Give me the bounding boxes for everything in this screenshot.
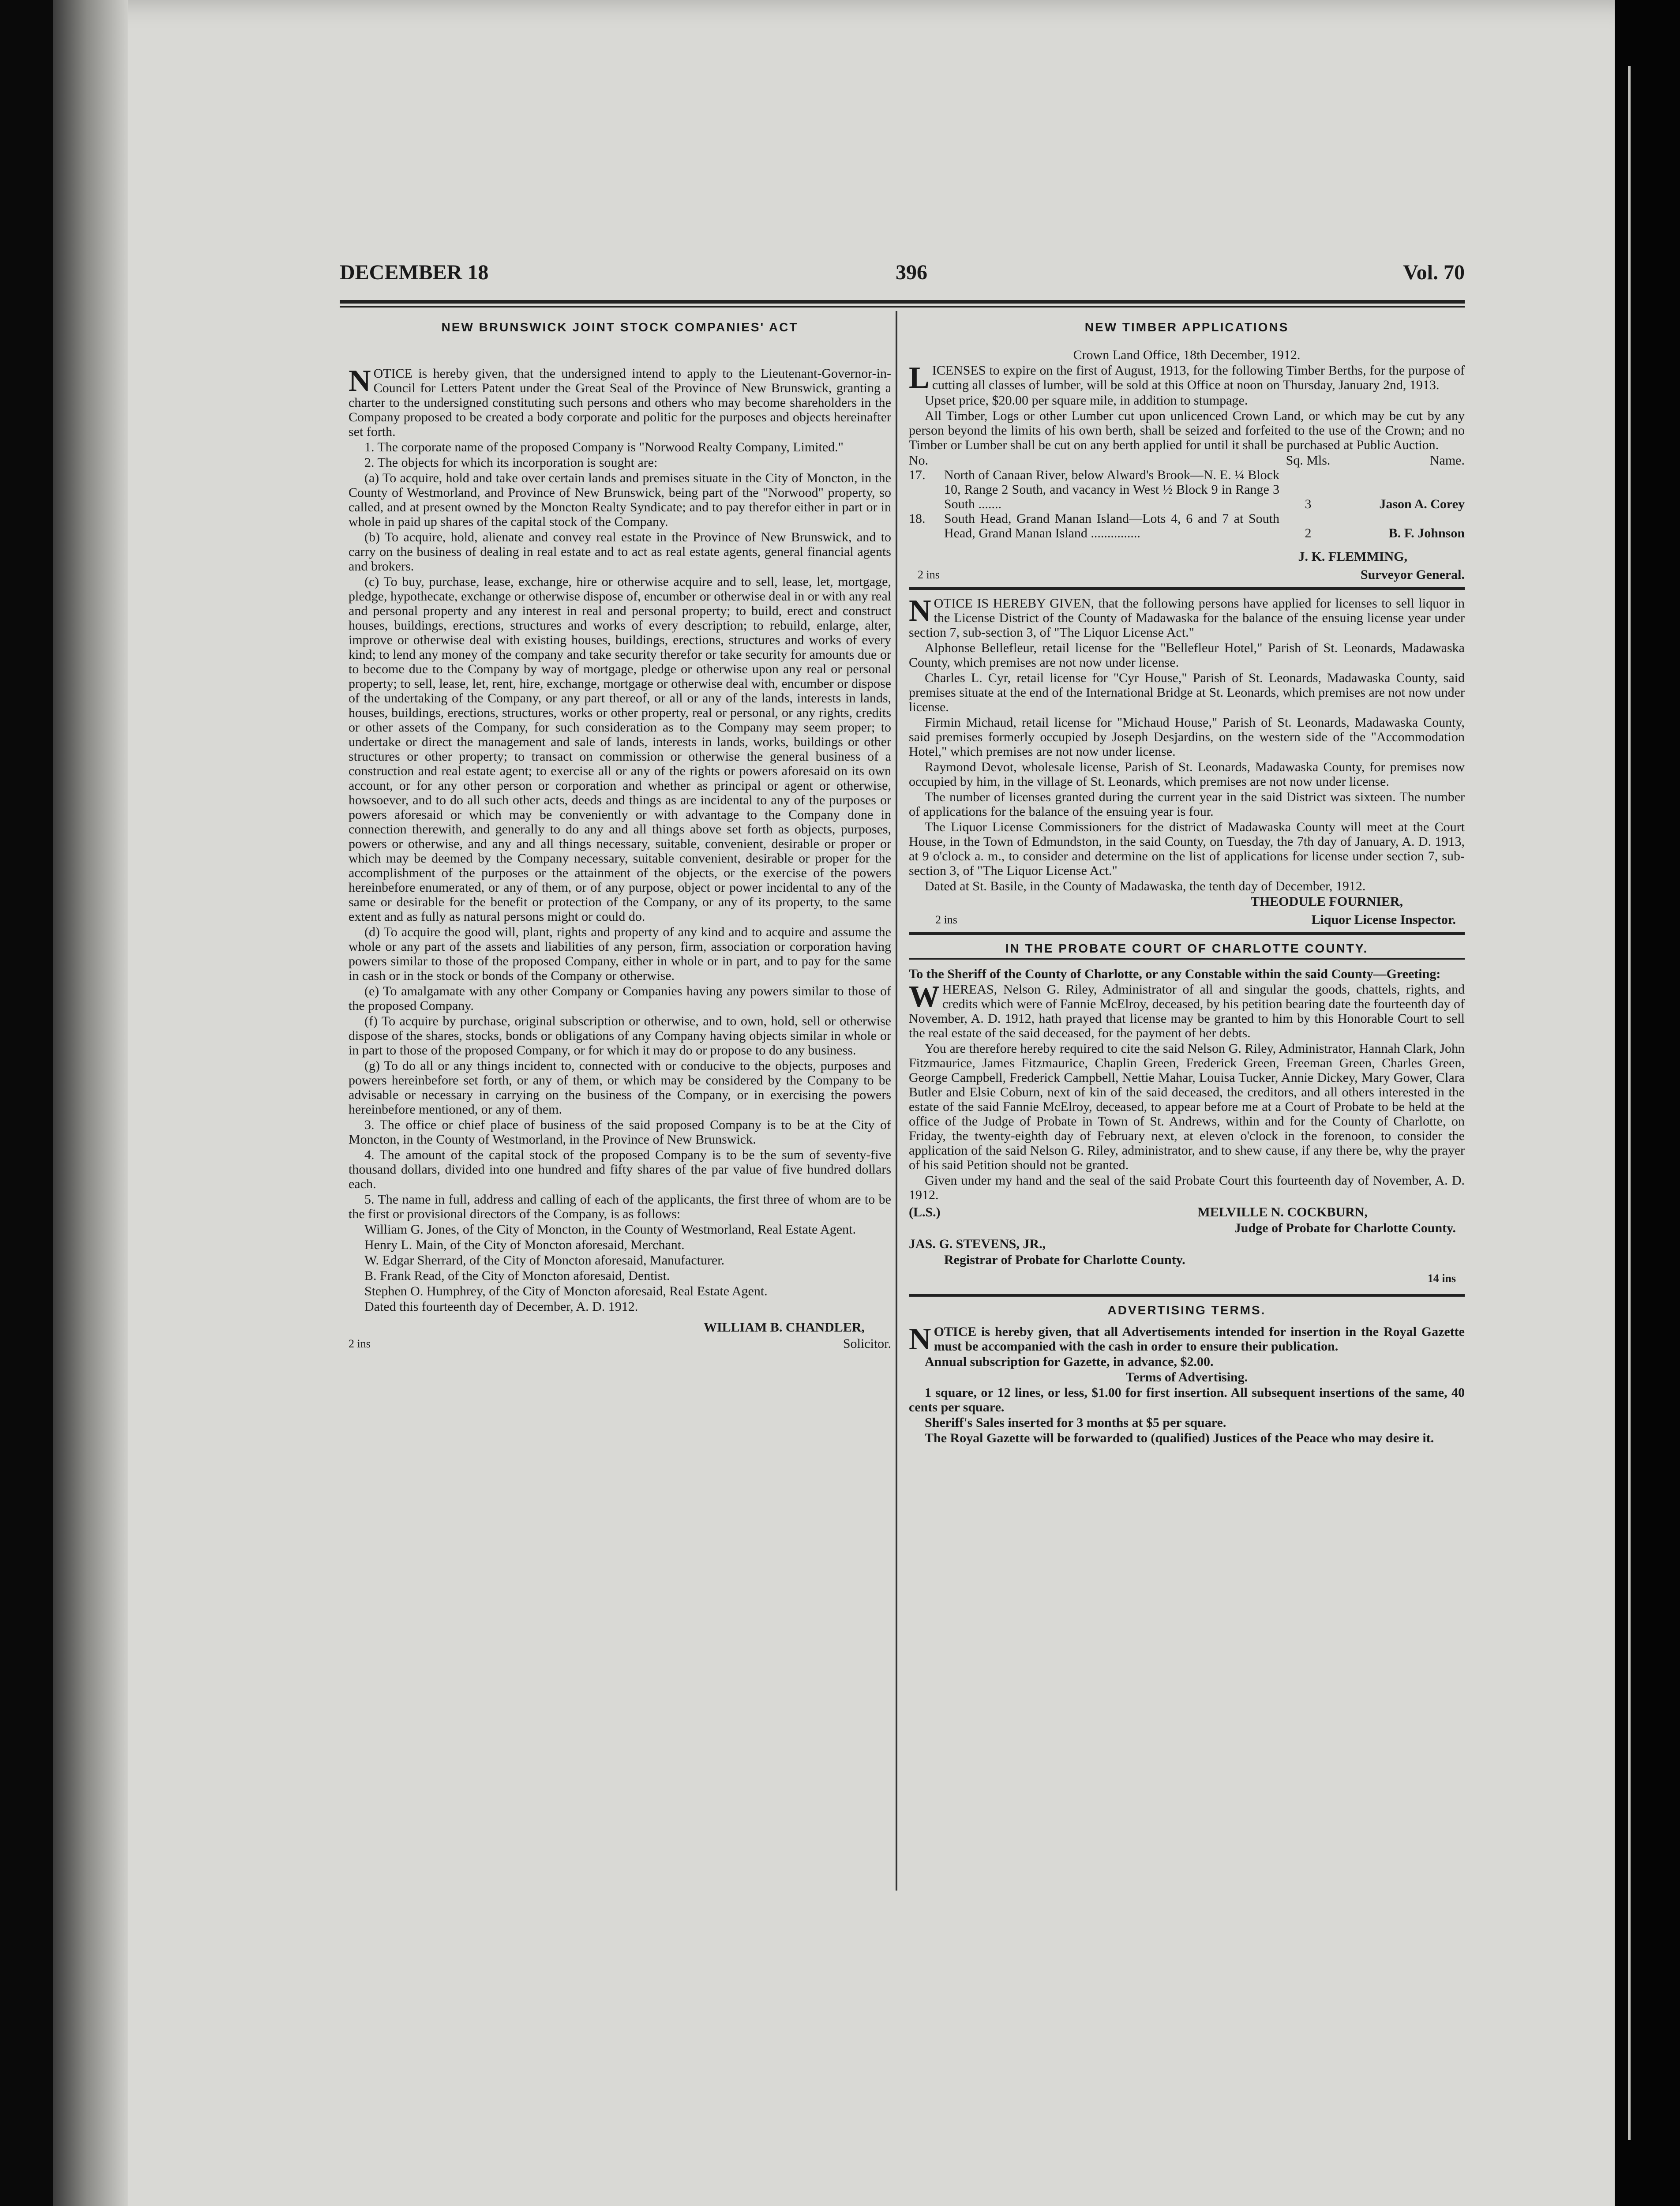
row-sq: 2 (1305, 526, 1312, 540)
probate-title: IN THE PROBATE COURT OF CHARLOTTE COUNTY. (1005, 942, 1369, 955)
paragraph-g: (g) To do all or any things incident to, connected with or conducive to the objects, purposes and powers hereinbefore set forth, or any of them, or which may be considered by the Company to be advisable or necessary in carrying on the business of the Company, or in exercising the powers hereinbefore mentioned, or any of them. (349, 1058, 891, 1117)
insertion-count: 2 ins (935, 913, 957, 926)
solicitor-name: WILLIAM B. CHANDLER, (703, 1320, 865, 1335)
inspector-name: THEODULE FOURNIER, (1250, 894, 1403, 909)
probate-whereas (909, 982, 1465, 1040)
dated-line: Dated this fourteenth day of December, A. D. 1912. (364, 1299, 638, 1314)
liquor-signature (909, 894, 1465, 927)
paragraph-b: (b) To acquire, hold, alienate and convey real estate in the Province of New Brunswick, and to carry on the business of dealing in real estate and to act as real estate agents, general financial agents and brokers. (349, 530, 891, 574)
seal-mark: (L.S.) (909, 1205, 941, 1219)
signature-block (349, 1320, 891, 1351)
timber-notice (909, 361, 1465, 395)
dropcap: N (909, 594, 931, 628)
paragraph-c: (c) To buy, purchase, lease, exchange, hire or otherwise acquire and to sell, lease, let, mortgage, pledge, hypothecate, exchange or otherwise dispose of, encumber or otherwise deal in or with any real and personal property and any interest in real and personal property; to build, erect and construct houses, buildings, erections, structures and works of every description; to rebuild, enlarge, alter, improve or otherwise deal with existing houses, buildings, erections, structures and works of every kind; to lend any money of the company and take security therefor or take security for amounts due or to become due to the Company by way of mortgage, pledge or otherwise upon any real or personal property; to sell, lease, let, rent, hire, exchange, mortgage or otherwise deal with, encumber or dispose of the undertaking of the Company, or any part thereof, or all or any of the lands, interests in lands, houses, buildings, erections, structures, works or other property, real or personal, or any rights, credits or other assets of the Company, for such consideration as to the Company may seem proper; to undertake or direct the management and sale of lands, interests in lands, works, buildings or other structures or other property; to transact on commission or otherwise the general business of a construction and real estate agent; to exercise all or any of the rights or powers aforesaid on its own account, or for any other person or corporation and whether as principal or agent or otherwise, howsoever, and to do all such other acts, deeds and things as are incidental to any of the purposes or powers aforesaid or which may be conveniently or with advantage to the Company done in connection therewith, and generally to do any and all things above set forth as objects, purposes, powers or otherwise, and any and all things necessary, suitable, convenient, desirable or proper or which may be deemed by the Company necessary, suitable convenient, desirable or proper for the accomplishment of the purposes or the attainment of the objects, or the exercise of the powers hereinbefore enumerated, or any of them, or of any purpose, object or power incidental to any of the same or desirable for the benefit or protection of the Company, or any of its property, to the same extent and as fully as natural persons might or could do. (349, 574, 891, 924)
liquor-paragraph: Dated at St. Basile, in the County of Madawaska, the tenth day of December, 1912. (925, 879, 1366, 893)
applicant-2: Henry L. Main, of the City of Moncton aforesaid, Merchant. (364, 1238, 685, 1252)
applicant-4: B. Frank Read, of the City of Moncton aforesaid, Dentist. (364, 1268, 670, 1283)
row-desc: North of Canaan River, below Alward's Brook—N. E. ¼ Block 10, Range 2 South, and vacancy in West ½ Block 9 in Range 3 South ....... (944, 468, 1279, 511)
advertising-rate: 1 square, or 12 lines, or less, $1.00 for first insertion. All subsequent insertions of the same, 40 cents per square. (909, 1385, 1465, 1414)
scanner-edge (1615, 0, 1680, 2206)
left-column (349, 320, 891, 1351)
table-header (909, 453, 1465, 468)
advertising-terms-heading: Terms of Advertising. (1125, 1370, 1248, 1384)
timber-table (909, 453, 1465, 540)
liquor-paragraph: The Liquor License Commissioners for the district of Madawaska County will meet at the Court House, in the Town of Edmundston, in the said County, on Tuesday, the 7th day of January, A. D. 1913, at 9 o'clock a. m., to consider and determine on the list of applications for license under section 7, sub-section 3, of "The Liquor License Act." (909, 820, 1465, 878)
surveyor-name: J. K. FLEMMING, (1298, 549, 1407, 564)
col-name: Name. (1429, 453, 1465, 468)
paragraph-d: (d) To acquire the good will, plant, rights and property of any kind and to acquire and assume the whole or any part of the assets and liabilities of any person, firm, association or corporation having powers similar to those of the proposed Company, either in whole or in part, and to pay for the same in cash or in the stock or bonds of the Company or otherwise. (349, 925, 891, 983)
insertion-count: 14 ins (1427, 1272, 1456, 1285)
liquor-notice-text: OTICE IS HEREBY GIVEN, that the following persons have applied for licenses to sell liquor in the License District of the County of Madawaska for the balance of the ensuing license year under section 7, sub-section 3, of "The Liquor License Act." (909, 596, 1465, 640)
paragraph-f: (f) To acquire by purchase, original subscription or otherwise, and to own, hold, sell or otherwise dispose of the shares, stocks, bonds or obligations of any Company having objects similar in whole or in part to those of the proposed Company, or for which it may do or propose to do any business. (349, 1014, 891, 1058)
page-header (340, 260, 1465, 287)
right-column (909, 320, 1465, 1446)
judge-title: Judge of Probate for Charlotte County. (1234, 1221, 1456, 1235)
header-rule (340, 300, 1465, 304)
table-row (909, 468, 1465, 511)
paragraph-4: 4. The amount of the capital stock of the proposed Company is to be the sum of seventy-five thousand dollars, divided into one hundred and fifty shares of the par value of five hundred dollars each. (349, 1148, 891, 1191)
header-page-number: 396 (896, 261, 927, 284)
header-rule-thin (340, 306, 1465, 308)
timber-title: NEW TIMBER APPLICATIONS (1084, 320, 1289, 334)
row-sq: 3 (1305, 497, 1312, 511)
joint-stock-title: NEW BRUNSWICK JOINT STOCK COMPANIES' ACT (441, 320, 799, 334)
insertion-count: 2 ins (349, 1337, 371, 1350)
joint-stock-notice (349, 366, 891, 439)
liquor-notice (909, 596, 1465, 640)
timber-notice-text: ICENSES to expire on the first of August, 1913, for the following Timber Berths, for the purpose of cutting all classes of lumber, will be sold at this Office at noon on Thursday, January 2nd, 1913. (932, 363, 1465, 392)
row-name: B. F. Johnson (1388, 526, 1465, 540)
probate-signatures (909, 1205, 1465, 1289)
paragraph-5: 5. The name in full, address and calling of each of the applicants, the first three of whom are to be the first or provisional directors of the Company, is as follows: (349, 1192, 891, 1221)
dropcap: W (909, 980, 940, 1014)
section-rule (909, 587, 1465, 590)
col-no: No. (909, 453, 929, 468)
advertising-notice-text: OTICE is hereby given, that all Advertisements intended for insertion in the Royal Gazette must be accompanied with the cash in order to ensure their publication. (934, 1324, 1465, 1354)
probate-given: Given under my hand and the seal of the said Probate Court this fourteenth day of November, A. D. 1912. (909, 1173, 1465, 1202)
liquor-paragraph: Raymond Devot, wholesale license, Parish of St. Leonards, Madawaska County, for premises now occupied by him, in the village of St. Leonards, which premises are not now under license. (909, 760, 1465, 789)
applicant-3: W. Edgar Sherrard, of the City of Moncton aforesaid, Manufacturer. (364, 1253, 725, 1268)
advertising-title: ADVERTISING TERMS. (1107, 1303, 1266, 1317)
liquor-paragraph: Alphonse Bellefleur, retail license for the "Bellefleur Hotel," Parish of St. Leonards, Madawaska County, which premises are not now under license. (909, 641, 1465, 670)
probate-salutation: To the Sheriff of the County of Charlotte, or any Constable within the said County—Greeting: (909, 967, 1441, 981)
dropcap: L (909, 361, 930, 395)
advertising-subscription: Annual subscription for Gazette, in advance, $2.00. (925, 1354, 1214, 1369)
column-divider (896, 311, 897, 1891)
page-fold-shadow (53, 0, 128, 2206)
solicitor-title: Solicitor. (843, 1336, 891, 1351)
section-rule (909, 1294, 1465, 1297)
probate-citation: You are therefore hereby required to cite the said Nelson G. Riley, Administrator, Hannah Clark, John Fitzmaurice, James Fitzmaurice, Chaplin Green, Frederick Green, Freeman Green, Charles Green, George Campbell, Frederick Campbell, Nettie Mahar, Louisa Tucker, Annie Dickey, Mary Gower, Clara Butler and Elsie Coburn, next of kin of the said deceased, the creditors, and all others interested in the estate of the said Fannie McElroy, deceased, to appear before me at a Court of Probate to be held at the office of the Judge of Probate in Town of St. Andrews, within and for the County of Charlotte, on Friday, the twenty-eighth day of February next, at eleven o'clock in the forenoon, to consider the application of the said Nelson G. Riley, administrator, and to shew cause, if any there be, why the prayer of his said Petition should not be granted. (909, 1041, 1465, 1172)
inspector-title: Liquor License Inspector. (1311, 912, 1456, 927)
paragraph-3: 3. The office or chief place of business of the said proposed Company is to be at the City of Moncton, in the County of Westmorland, in the Province of New Brunswick. (349, 1118, 891, 1147)
applicant-1: William G. Jones, of the City of Moncton, in the County of Westmorland, Real Estate Agent. (364, 1222, 856, 1237)
col-sq: Sq. Mls. (1286, 453, 1331, 468)
dropcap: N (349, 364, 371, 398)
paragraph-2: 2. The objects for which its incorporation is sought are: (364, 455, 658, 470)
timber-office-date: Crown Land Office, 18th December, 1912. (1073, 348, 1301, 362)
timber-upset-price: Upset price, $20.00 per square mile, in addition to stumpage. (925, 393, 1248, 408)
judge-name: MELVILLE N. COCKBURN, (1197, 1205, 1368, 1219)
row-desc: South Head, Grand Manan Island—Lots 4, 6 and 7 at South Head, Grand Manan Island ............... (944, 511, 1279, 540)
scanner-edge-line (1628, 66, 1631, 2140)
paragraph-a: (a) To acquire, hold and take over certain lands and premises situate in the City of Moncton, in the County of Westmorland, and Province of New Brunswick, being part of the "Norwood" property, so called, and at present owned by the Moncton Realty Syndicate; and to pay therefor either in part or in whole in paid up shares of the capital stock of the Company. (349, 471, 891, 529)
dropcap: N (909, 1322, 931, 1356)
row-no: 17. (909, 468, 926, 482)
insertion-count: 2 ins (918, 568, 940, 581)
registrar-title: Registrar of Probate for Charlotte County. (944, 1253, 1185, 1267)
probate-whereas-text: HEREAS, Nelson G. Riley, Administrator of all and singular the goods, chattels, rights, and credits which were of Fannie McElroy, deceased, by his petition bearing date the fourteenth day of November, A. D. 1912, hath prayed that license may be granted to him by this Honorable Court to sell the real estate of the said deceased, for the payment of her debts. (909, 982, 1465, 1040)
section-rule-thin (909, 958, 1465, 960)
section-rule (909, 932, 1465, 935)
surveyor-title: Surveyor General. (1360, 567, 1465, 582)
paragraph-e: (e) To amalgamate with any other Company or Companies having any powers similar to those of the proposed Company. (349, 984, 891, 1013)
header-volume: Vol. 70 (1403, 261, 1465, 284)
header-date: DECEMBER 18 (340, 261, 489, 284)
applicant-5: Stephen O. Humphrey, of the City of Moncton aforesaid, Real Estate Agent. (364, 1284, 768, 1298)
registrar-name: JAS. G. STEVENS, JR., (909, 1237, 1046, 1251)
liquor-paragraph: The number of licenses granted during the current year in the said District was sixteen. The number of applications for the balance of the ensuing year is four. (909, 790, 1465, 819)
row-no: 18. (909, 511, 926, 526)
advertising-justices: The Royal Gazette will be forwarded to (qualified) Justices of the Peace who may desire it. (925, 1431, 1434, 1445)
timber-signature (909, 549, 1465, 582)
notice-text: OTICE is hereby given, that the undersigned intend to apply to the Lieutenant-Governor-in-Council for Letters Patent under the Great Seal of the Province of New Brunswick, granting a charter to the undersigned constituting such persons and others who may become shareholders in the Company proposed to be created a body corporate and politic for the purposes and objects hereinafter set forth. (349, 366, 891, 439)
table-row (909, 511, 1465, 540)
advertising-sheriff: Sheriff's Sales inserted for 3 months at $5 per square. (925, 1415, 1226, 1430)
liquor-paragraph: Charles L. Cyr, retail license for "Cyr House," Parish of St. Leonards, Madawaska County, said premises situate at the end of the International Bridge at St. Leonards, which premises are not now under license. (909, 671, 1465, 714)
liquor-paragraph: Firmin Michaud, retail license for "Michaud House," Parish of St. Leonards, Madawaska County, said premises formerly occupied by Joseph Desjardins, on the western side of the "Accommodation Hotel," which premises are not now under license. (909, 715, 1465, 759)
timber-forfeit: All Timber, Logs or other Lumber cut upon unlicenced Crown Land, or which may be cut by any person beyond the limits of his own berth, shall be seized and forfeited to the use of the Crown; and no Timber or Lumber shall be cut on any berth applied for until it shall be purchased at Public Auction. (909, 409, 1465, 452)
paragraph-1: 1. The corporate name of the proposed Company is "Norwood Realty Company, Limited." (364, 440, 844, 454)
advertising-notice (909, 1324, 1465, 1354)
row-name: Jason A. Corey (1379, 497, 1465, 511)
